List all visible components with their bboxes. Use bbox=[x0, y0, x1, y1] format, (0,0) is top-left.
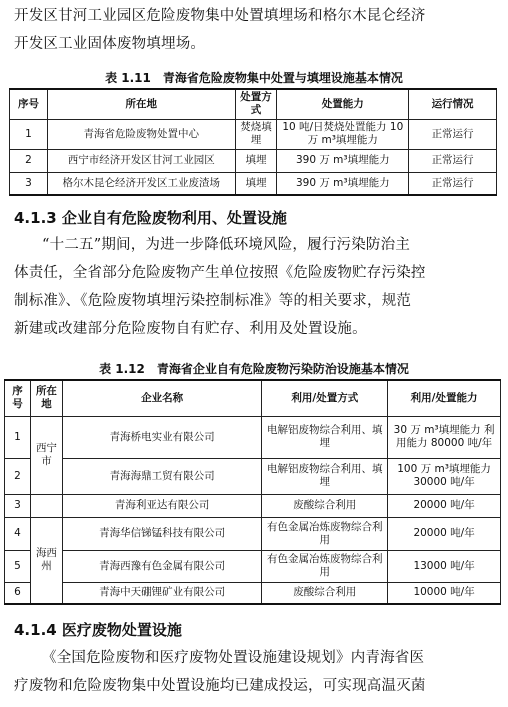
table-row bbox=[5, 494, 501, 517]
table-header-row bbox=[10, 89, 497, 119]
row-no: 2 bbox=[5, 458, 31, 494]
row-no: 1 bbox=[10, 119, 48, 149]
intro-line-1: 开发区甘河工业园区危险废物集中处置填埋场和格尔木昆仑经济 bbox=[14, 8, 426, 24]
table-1-caption: 表 1.11 青海省危险废物集中处置与填埋设施基本情况 bbox=[105, 71, 403, 85]
table-header-row bbox=[5, 380, 501, 416]
row-method: 有色金属冶炼废物综合利用 bbox=[262, 517, 388, 550]
table-row bbox=[5, 517, 501, 550]
header-location: 所在地 bbox=[47, 89, 235, 119]
row-location: 西宁市经济开发区甘河工业园区 bbox=[47, 149, 235, 172]
section-4-1-4-paragraph bbox=[14, 644, 496, 700]
row-no: 5 bbox=[5, 550, 31, 582]
table-row bbox=[5, 550, 501, 582]
hazardous-waste-facility-table bbox=[9, 88, 497, 196]
row-location bbox=[30, 494, 62, 517]
enterprise-facility-table bbox=[4, 379, 501, 605]
table-row bbox=[10, 149, 497, 172]
row-method: 有色金属冶炼废物综合利用 bbox=[262, 550, 388, 582]
row-method: 填埋 bbox=[235, 172, 277, 195]
row-capacity: 13000 吨/年 bbox=[388, 550, 501, 582]
paragraph-line: 体责任，全省部分危险废物产生单位按照《危险废物贮存污染控 bbox=[14, 265, 426, 281]
row-company: 青海桥电实业有限公司 bbox=[62, 416, 262, 458]
row-method: 焚烧填埋 bbox=[235, 119, 277, 149]
table-row bbox=[5, 582, 501, 604]
row-location: 青海省危险废物处置中心 bbox=[47, 119, 235, 149]
row-status: 正常运行 bbox=[409, 172, 497, 195]
row-method: 废酸综合利用 bbox=[262, 582, 388, 604]
section-4-1-4-heading: 4.1.4 医疗废物处置设施 bbox=[14, 621, 182, 639]
row-company: 青海西豫有色金属有限公司 bbox=[62, 550, 262, 582]
row-company: 青海华信锑锰科技有限公司 bbox=[62, 517, 262, 550]
header-no: 序号 bbox=[10, 89, 48, 119]
row-no: 3 bbox=[5, 494, 31, 517]
header-capacity: 处置能力 bbox=[277, 89, 409, 119]
row-no: 6 bbox=[5, 582, 31, 604]
row-location: 西宁市 bbox=[30, 416, 62, 494]
header-company: 企业名称 bbox=[62, 380, 262, 416]
paragraph-line: 《全国危险废物和医疗废物处置设施建设规划》内青海省医 bbox=[42, 650, 425, 666]
intro-line-2: 开发区工业固体废物填埋场。 bbox=[14, 36, 206, 52]
row-capacity: 20000 吨/年 bbox=[388, 494, 501, 517]
row-no: 4 bbox=[5, 517, 31, 550]
row-capacity: 390 万 m³填埋能力 bbox=[277, 149, 409, 172]
row-method: 废酸综合利用 bbox=[262, 494, 388, 517]
section-4-1-3-heading: 4.1.3 企业自有危险废物利用、处置设施 bbox=[14, 209, 287, 227]
row-capacity: 30 万 m³填埋能力 利用能力 80000 吨/年 bbox=[388, 416, 501, 458]
row-no: 3 bbox=[10, 172, 48, 195]
paragraph-line: 新建或改建部分危险废物自有贮存、利用及处置设施。 bbox=[14, 321, 367, 337]
row-method: 填埋 bbox=[235, 149, 277, 172]
section-4-1-3-paragraph bbox=[14, 231, 496, 343]
table-row bbox=[5, 416, 501, 458]
header-capacity: 利用/处置能力 bbox=[388, 380, 501, 416]
row-capacity: 100 万 m³填埋能力 30000 吨/年 bbox=[388, 458, 501, 494]
row-capacity: 10000 吨/年 bbox=[388, 582, 501, 604]
table-row bbox=[10, 119, 497, 149]
intro-paragraph bbox=[14, 2, 496, 58]
row-capacity: 20000 吨/年 bbox=[388, 517, 501, 550]
row-method: 电解铝废物综合利用、填埋 bbox=[262, 416, 388, 458]
row-method: 电解铝废物综合利用、填埋 bbox=[262, 458, 388, 494]
row-location: 海西州 bbox=[30, 517, 62, 604]
row-status: 正常运行 bbox=[409, 119, 497, 149]
header-method: 处置方式 bbox=[235, 89, 277, 119]
row-company: 青海海鼎工贸有限公司 bbox=[62, 458, 262, 494]
header-method: 利用/处置方式 bbox=[262, 380, 388, 416]
row-capacity: 10 吨/日焚烧处置能力 10 万 m³填埋能力 bbox=[277, 119, 409, 149]
row-no: 2 bbox=[10, 149, 48, 172]
table-row bbox=[10, 172, 497, 195]
header-location: 所在地 bbox=[30, 380, 62, 416]
table-row bbox=[5, 458, 501, 494]
row-location: 格尔木昆仑经济开发区工业废渣场 bbox=[47, 172, 235, 195]
header-status: 运行情况 bbox=[409, 89, 497, 119]
row-company: 青海中天硼锂矿业有限公司 bbox=[62, 582, 262, 604]
row-status: 正常运行 bbox=[409, 149, 497, 172]
paragraph-line: 疗废物和危险废物集中处置设施均已建成投运，可实现高温灭菌 bbox=[14, 678, 426, 694]
table-2-caption: 表 1.12 青海省企业自有危险废物污染防治设施基本情况 bbox=[99, 362, 409, 376]
paragraph-line: 制标准》、《危险废物填埋污染控制标准》等的相关要求，规范 bbox=[14, 293, 412, 309]
row-company: 青海利亚达有限公司 bbox=[62, 494, 262, 517]
row-no: 1 bbox=[5, 416, 31, 458]
row-capacity: 390 万 m³填埋能力 bbox=[277, 172, 409, 195]
header-no: 序号 bbox=[5, 380, 31, 416]
paragraph-line: “十二五”期间，为进一步降低环境风险，履行污染防治主 bbox=[42, 237, 411, 253]
